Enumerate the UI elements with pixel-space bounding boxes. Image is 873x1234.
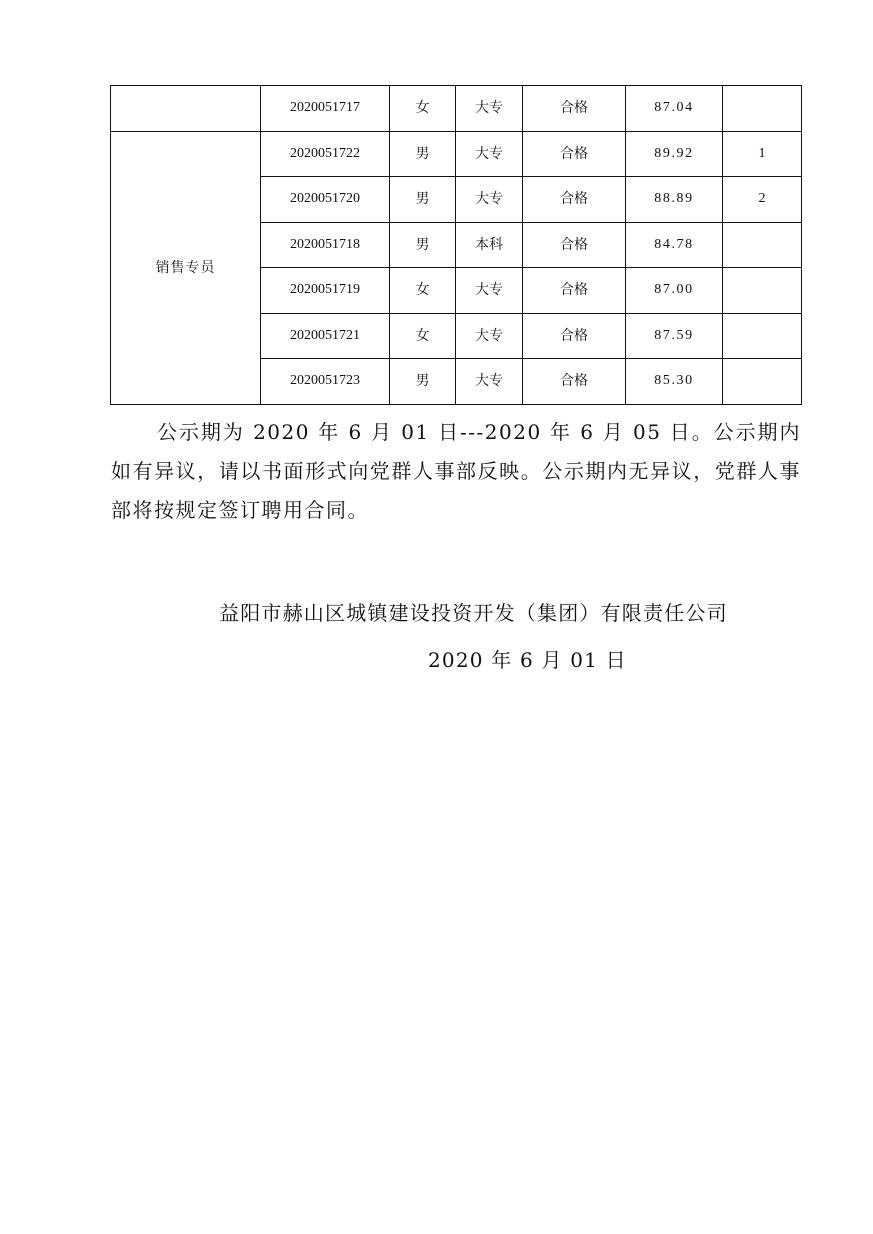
qualification-cell: 合格 [523, 268, 626, 314]
score-cell: 85.30 [626, 359, 723, 405]
candidate-id-cell: 2020051718 [261, 222, 390, 268]
results-table [110, 85, 802, 405]
rank-cell: 2 [723, 177, 802, 223]
score-cell: 87.04 [626, 86, 723, 132]
candidate-id-cell: 2020051717 [261, 86, 390, 132]
education-cell: 大专 [456, 268, 523, 314]
qualification-cell: 合格 [523, 177, 626, 223]
table-row [111, 86, 802, 132]
rank-cell [723, 222, 802, 268]
candidate-id-cell: 2020051723 [261, 359, 390, 405]
rank-cell: 1 [723, 131, 802, 177]
qualification-cell: 合格 [523, 86, 626, 132]
qualification-cell: 合格 [523, 313, 626, 359]
score-cell: 89.92 [626, 131, 723, 177]
candidate-id-cell: 2020051719 [261, 268, 390, 314]
rank-cell [723, 313, 802, 359]
gender-cell: 男 [390, 177, 456, 223]
education-cell: 大专 [456, 359, 523, 405]
education-cell: 大专 [456, 86, 523, 132]
position-cell [111, 86, 261, 132]
qualification-cell: 合格 [523, 131, 626, 177]
gender-cell: 男 [390, 131, 456, 177]
education-cell: 大专 [456, 313, 523, 359]
score-cell: 87.59 [626, 313, 723, 359]
education-cell: 大专 [456, 177, 523, 223]
gender-cell: 女 [390, 86, 456, 132]
notice-paragraph: 公示期为 2020 年 6 月 01 日---2020 年 6 月 05 日。公示期内如有异议，请以书面形式向党群人事部反映。公示期内无异议，党群人事部将按规定签订聘用合同。 [111, 420, 801, 522]
gender-cell: 男 [390, 359, 456, 405]
issuer-company: 益阳市赫山区城镇建设投资开发（集团）有限责任公司 [219, 601, 728, 625]
education-cell: 本科 [456, 222, 523, 268]
score-cell: 88.89 [626, 177, 723, 223]
score-cell: 84.78 [626, 222, 723, 268]
position-cell: 销售专员 [111, 131, 261, 404]
qualification-cell: 合格 [523, 222, 626, 268]
gender-cell: 女 [390, 313, 456, 359]
gender-cell: 女 [390, 268, 456, 314]
rank-cell [723, 359, 802, 405]
candidate-id-cell: 2020051720 [261, 177, 390, 223]
rank-cell [723, 268, 802, 314]
education-cell: 大专 [456, 131, 523, 177]
candidate-id-cell: 2020051722 [261, 131, 390, 177]
score-cell: 87.00 [626, 268, 723, 314]
candidate-id-cell: 2020051721 [261, 313, 390, 359]
table-row [111, 131, 802, 177]
rank-cell [723, 86, 802, 132]
issue-date: 2020 年 6 月 01 日 [428, 648, 627, 672]
gender-cell: 男 [390, 222, 456, 268]
qualification-cell: 合格 [523, 359, 626, 405]
